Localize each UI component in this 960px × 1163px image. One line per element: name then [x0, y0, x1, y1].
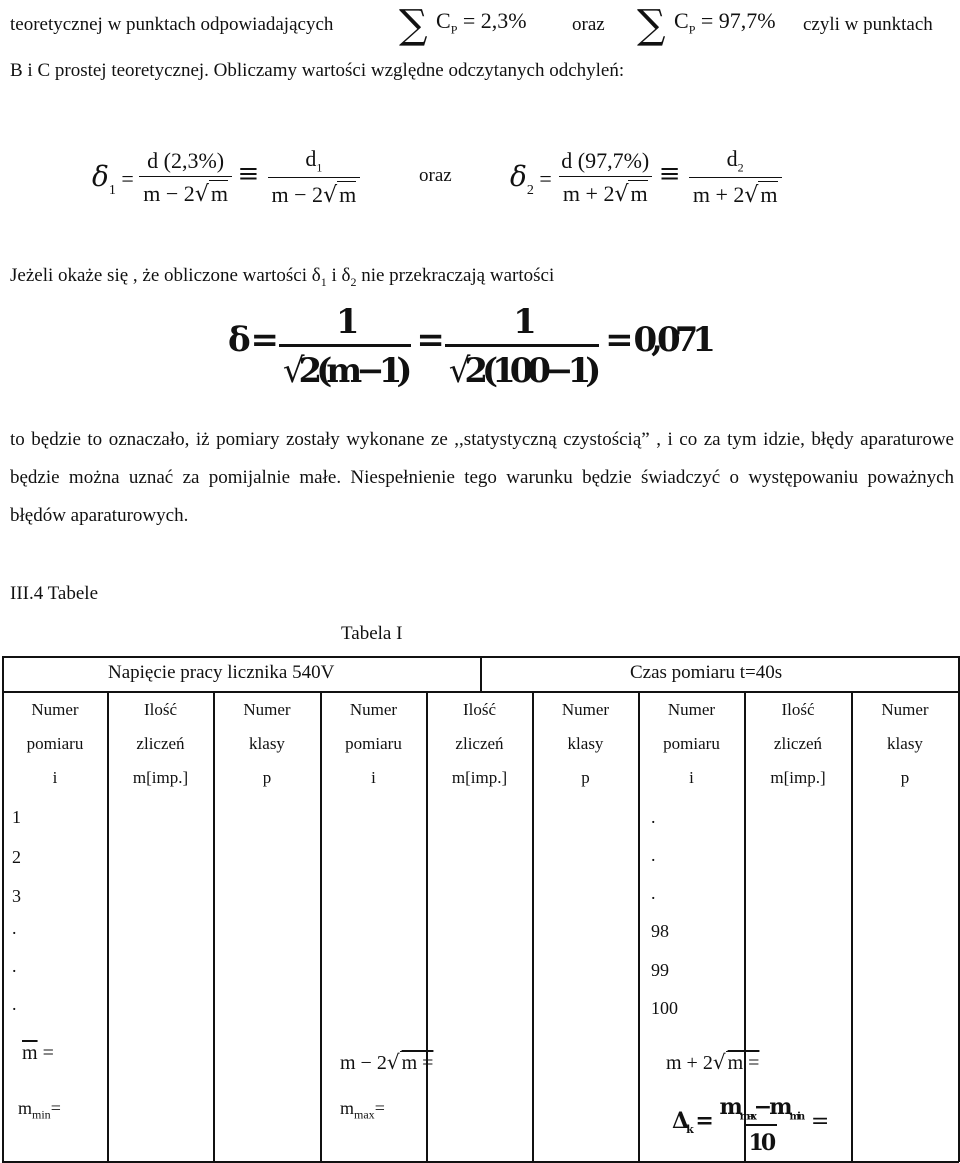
col-header: Numer klasy p: [561, 700, 610, 787]
row-index-cell: 100: [651, 998, 678, 1018]
delta1-formula: $\delta_1$ = $\frac{d (2,3\%)}{m - 2√m}$ ≡ $\frac{d_1}{m - 2√m}$: [92, 140, 360, 220]
col-header: Numer pomiaru i: [663, 700, 720, 787]
col-header: Numer pomiaru i: [26, 700, 84, 787]
row-index-cell: 1: [12, 807, 21, 827]
col-header: Numer pomiaru i: [345, 700, 402, 787]
row-index-cell: .: [12, 994, 17, 1014]
sum-symbol-icon: ∑: [637, 2, 666, 48]
table-header-divider: [480, 656, 482, 692]
intro-suffix: czyli w punktach: [803, 14, 933, 35]
min-value-label: $m_{min}=$: [18, 1098, 61, 1122]
table-header-time: Czas pomiaru t=40s: [630, 662, 783, 683]
col-header: Numer klasy p: [243, 700, 291, 787]
class-width-formula: $\Delta_k$ = $\frac{m_{max}-m_{min}}{10}$ =: [672, 1094, 827, 1157]
mean-plus-formula: m + 2√ m =: [666, 1050, 760, 1074]
threshold-formula: δ = $\frac{1}{√2(m-1)}$ = $\frac{1}{√2(100-1)}$ = 0,071: [228, 302, 710, 391]
row-index-cell: 3: [12, 886, 21, 906]
row-index-cell: .: [651, 845, 656, 865]
col-header: Ilość zliczeń m[imp.]: [770, 700, 826, 787]
row-index-cell: .: [651, 883, 656, 903]
delta-connector: oraz: [419, 165, 452, 186]
row-index-cell: .: [651, 807, 656, 827]
intro-line-2: B i C prostej teoretycznej. Obliczamy wartości względne odczytanych odchyleń:: [10, 60, 625, 81]
sum1-expression: $C_P = 2,3\%$: [436, 8, 527, 37]
table-header-voltage: Napięcie pracy licznika 540V: [108, 662, 335, 683]
col-header: Ilość zliczeń m[imp.]: [451, 700, 508, 787]
table-border-bottom: [2, 1161, 959, 1163]
mean-minus-formula: m − 2√ m =: [340, 1050, 434, 1074]
sum-symbol-icon: ∑: [399, 2, 428, 48]
body-paragraph: to będzie to oznaczało, iż pomiary zostały wykonane ze ,,statystyczną czystością” , i co za tym idzie, błędy aparaturowe będzie można uznać za pomijalnie małe. Niespełnienie tego warunku będzie świadczyć o występowaniu poważnych błędów aparaturowych.: [10, 429, 954, 526]
intro-line: [10, 2, 955, 48]
col-header: Ilość zliczeń m[imp.]: [132, 700, 189, 787]
delta2-formula: $\delta_2$ = $\frac{d (97,7\%)}{m + 2√m}$ ≡ $\frac{d_2}{m + 2√m}$: [510, 140, 782, 220]
row-index-cell: 98: [651, 921, 669, 941]
row-index-cell: 99: [651, 960, 669, 980]
row-index-cell: .: [12, 956, 17, 976]
table-border-right: [958, 656, 960, 1162]
row-index-cell: 2: [12, 847, 21, 867]
mean-formula: $\overline{m}$ =: [22, 1042, 54, 1064]
table-caption: Tabela I: [341, 623, 403, 644]
col-header: Numer klasy p: [881, 700, 929, 787]
max-value-label: $m_{max}=$: [340, 1098, 385, 1122]
intro-prefix: teoretycznej w punktach odpowiadających: [10, 14, 334, 35]
section-heading: III.4 Tabele: [10, 583, 98, 604]
sum-connector: oraz: [572, 14, 605, 35]
condition-text: Jeżeli okaże się , że obliczone wartości $\delta_1$ i $\delta_2$ nie przekraczają wartości: [10, 265, 555, 289]
row-index-cell: .: [12, 918, 17, 938]
sum2-expression: $C_P = 97,7\%$: [674, 8, 776, 37]
